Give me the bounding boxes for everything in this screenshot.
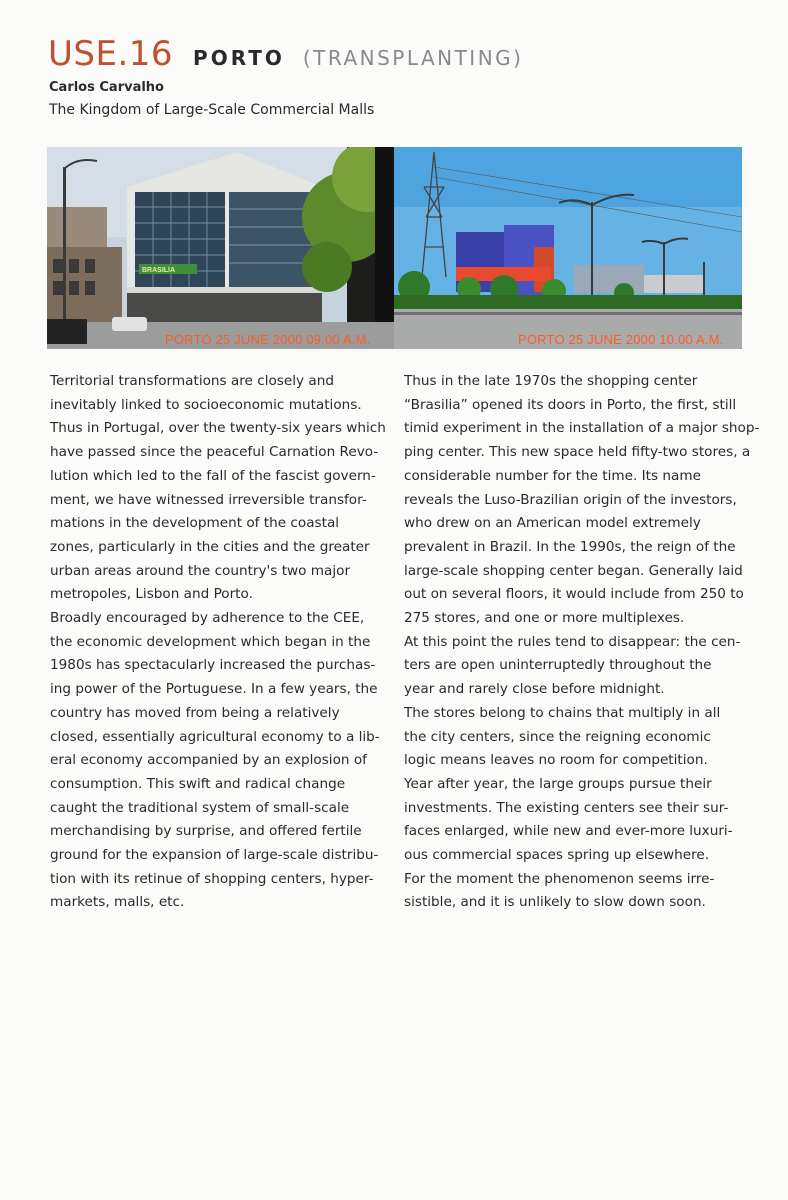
text-line: timid experiment in the installation of a major shop-: [404, 420, 760, 437]
photo-date-stamp: PORTO 25 JUNE 2000 10.00 A.M.: [518, 332, 724, 347]
text-line: At this point the rules tend to disappear: the cen-: [404, 633, 741, 650]
text-line: lution which led to the fall of the fascist govern-: [50, 467, 376, 484]
chapter-code: USE.16: [48, 34, 174, 74]
text-line: urban areas around the country's two major: [50, 562, 351, 579]
text-line: eral economy accompanied by an explosion of: [50, 752, 367, 769]
article-column-left: [50, 370, 400, 915]
text-line: who drew on an American model extremely: [404, 515, 701, 532]
text-line: year and rarely close before midnight.: [404, 681, 665, 698]
highway-scene-illustration: [394, 147, 742, 349]
text-line: ment, we have witnessed irreversible transfor-: [50, 491, 367, 508]
text-line: For the moment the phenomenon seems irre-: [404, 870, 715, 887]
text-line: reveals the Luso-Brazilian origin of the investors,: [404, 491, 737, 508]
text-line: markets, malls, etc.: [50, 894, 185, 911]
text-line: metropoles, Lisbon and Porto.: [50, 586, 253, 603]
text-line: 275 stores, and one or more multiplexes.: [404, 610, 685, 627]
text-line: investments. The existing centers see their sur-: [404, 799, 729, 816]
text-line: prevalent in Brazil. In the 1990s, the reign of the: [404, 538, 736, 555]
text-line: out on several floors, it would include from 250 to: [404, 586, 744, 603]
text-line: Territorial transformations are closely and: [50, 373, 334, 389]
text-line: ground for the expansion of large-scale distribu-: [50, 847, 379, 864]
text-line: the economic development which began in the: [50, 633, 371, 650]
text-line: tion with its retinue of shopping centers, hyper-: [50, 870, 374, 887]
article-title: The Kingdom of Large-Scale Commercial Malls: [49, 102, 375, 118]
text-line: ing power of the Portuguese. In a few years, the: [50, 681, 378, 698]
article-column-right: [404, 370, 760, 915]
text-line: 1980s has spectacularly increased the purchas-: [50, 657, 376, 674]
text-line: caught the traditional system of small-scale: [50, 799, 350, 816]
text-line: mations in the development of the coastal: [50, 515, 340, 532]
text-line: ping center. This new space held fifty-two stores, a: [404, 444, 751, 461]
photo-shopping-center: [394, 147, 742, 349]
text-line: merchandising by surprise, and offered fertile: [50, 823, 362, 840]
street-scene-illustration: [47, 147, 394, 349]
text-line: faces enlarged, while new and ever-more luxuri-: [404, 823, 733, 840]
text-line: country has moved from being a relatively: [50, 704, 340, 721]
text-line: Year after year, the large groups pursue their: [404, 775, 712, 792]
text-line: have passed since the peaceful Carnation Revo-: [50, 444, 379, 461]
text-line: inevitably linked to socioeconomic mutations.: [50, 396, 362, 413]
text-line: Thus in the late 1970s the shopping center: [404, 373, 698, 389]
photo-date-stamp: PORTO 25 JUNE 2000 09.00 A.M.: [165, 332, 371, 347]
text-line: Thus in Portugal, over the twenty-six years which: [50, 420, 386, 437]
brasilia-sign-text: BRASILIA: [142, 267, 176, 274]
text-line: Broadly encouraged by adherence to the CEE,: [50, 610, 365, 627]
text-line: ters are open uninterruptedly throughout the: [404, 657, 712, 674]
photo-office-building: [47, 147, 394, 349]
title-row: [48, 34, 523, 74]
text-line: the city centers, since the reigning economic: [404, 728, 711, 745]
text-line: logic means leaves no room for competition.: [404, 752, 708, 769]
text-line: sistible, and it is unlikely to slow down soon.: [404, 894, 706, 911]
text-line: “Brasilia” opened its doors in Porto, the first, still: [404, 396, 737, 413]
text-line: considerable number for the time. Its name: [404, 467, 701, 484]
text-line: The stores belong to chains that multiply in all: [404, 704, 721, 721]
city-name: PORTO: [193, 46, 285, 70]
text-line: closed, essentially agricultural economy to a lib-: [50, 728, 380, 745]
author-name: Carlos Carvalho: [49, 80, 164, 95]
text-line: ous commercial spaces spring up elsewhere.: [404, 847, 710, 864]
text-line: zones, particularly in the cities and the greater: [50, 538, 370, 555]
chapter-subtitle: (TRANSPLANTING): [302, 46, 524, 70]
text-line: consumption. This swift and radical change: [50, 775, 346, 792]
text-line: large-scale shopping center began. Generally laid: [404, 562, 743, 579]
